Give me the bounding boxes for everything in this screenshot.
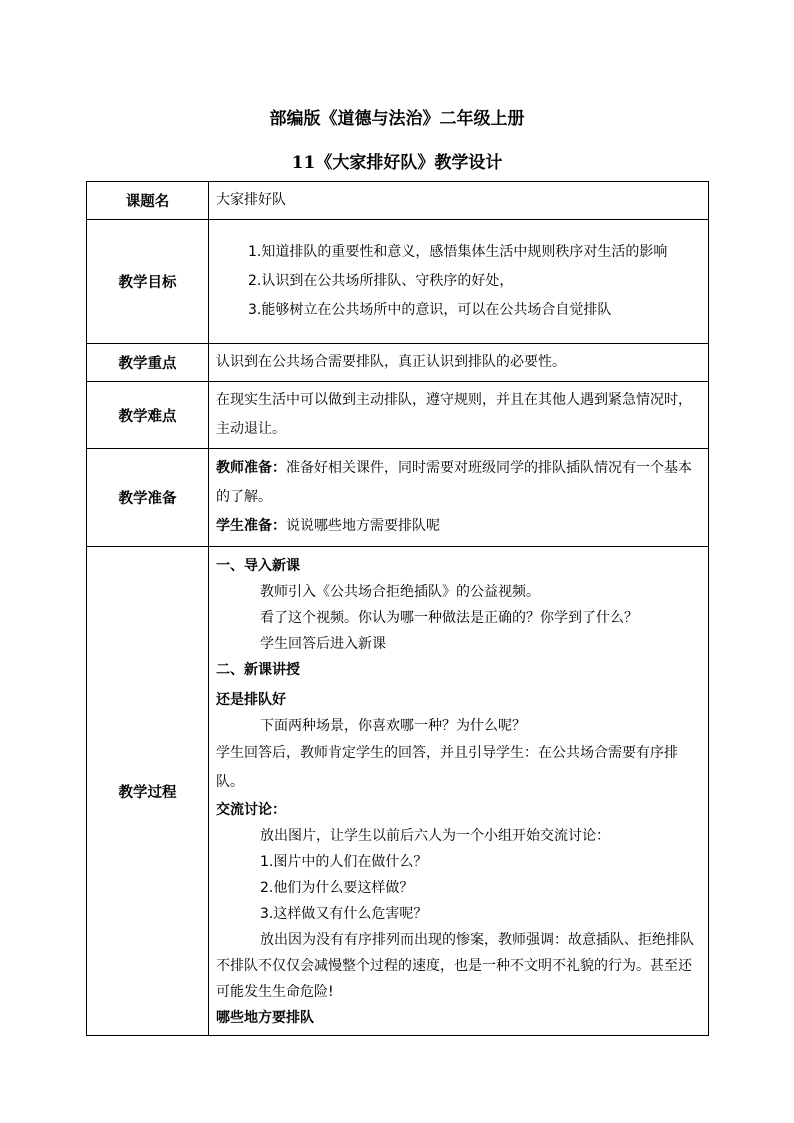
difficulty-label: 教学难点 xyxy=(87,382,209,449)
process-paragraph: 放出因为没有有序排列而出现的惨案，教师强调：故意插队、拒绝排队不排队不仅仅会减慢整个过程的速度，也是一种不文明不礼貌的行为。甚至还可能发生生命危险! xyxy=(216,932,694,1000)
process-line: 学生回答后进入新课 xyxy=(260,636,386,652)
row-process xyxy=(87,547,709,1036)
process-line: 看了这个视频。你认为哪一种做法是正确的？你学到了什么？ xyxy=(260,610,638,626)
teacher-prep-label: 教师准备： xyxy=(216,460,286,476)
lesson-plan-table xyxy=(86,181,709,1036)
key-label: 教学重点 xyxy=(87,344,209,382)
subsection-heading: 交流讨论： xyxy=(216,802,286,818)
discussion-question: 1.图片中的人们在做什么？ xyxy=(260,854,428,870)
goal-item: 1.知道排队的重要性和意义，感悟集体生活中规则秩序对生活的影响 xyxy=(248,244,668,260)
student-prep-label: 学生准备： xyxy=(216,518,286,534)
key-value: 认识到在公共场合需要排队，真正认识到排队的必要性。 xyxy=(209,344,709,382)
goal-item: 2.认识到在公共场所排队、守秩序的好处， xyxy=(248,273,514,289)
row-goals xyxy=(87,220,709,344)
process-line: 教师引入《公共场合拒绝插队》的公益视频。 xyxy=(260,584,540,600)
row-difficulty xyxy=(87,382,709,449)
discussion-question: 3.这样做又有什么危害呢？ xyxy=(260,906,428,922)
topic-value: 大家排好队 xyxy=(209,182,709,220)
process-value xyxy=(209,547,709,1036)
subsection-heading: 还是排队好 xyxy=(216,692,286,708)
difficulty-value: 在现实生活中可以做到主动排队，遵守规则，并且在其他人遇到紧急情况时，主动退让。 xyxy=(209,382,709,449)
process-paragraph: 学生回答后，教师肯定学生的回答，并且引导学生：在公共场合需要有序排队。 xyxy=(216,745,678,790)
prep-value xyxy=(209,449,709,547)
student-prep-text: 说说哪些地方需要排队呢 xyxy=(286,518,440,534)
goals-label: 教学目标 xyxy=(87,220,209,344)
discussion-question: 2.他们为什么要这样做？ xyxy=(260,880,414,896)
row-key xyxy=(87,344,709,382)
goals-value xyxy=(209,220,709,344)
row-prep xyxy=(87,449,709,547)
subsection-heading: 哪些地方要排队 xyxy=(216,1010,314,1026)
process-label: 教学过程 xyxy=(87,547,209,1036)
section-heading: 二、新课讲授 xyxy=(216,662,300,678)
topic-label: 课题名 xyxy=(87,182,209,220)
document-subtitle: 11《大家排好队》教学设计 xyxy=(291,153,503,173)
teacher-prep-text: 准备好相关课件，同时需要对班级同学的排队插队情况有一个基本的了解。 xyxy=(216,460,692,505)
prep-label: 教学准备 xyxy=(87,449,209,547)
row-topic xyxy=(87,182,709,220)
process-line: 下面两种场景，你喜欢哪一种？为什么呢？ xyxy=(260,718,526,734)
section-heading: 一、导入新课 xyxy=(216,558,300,574)
process-line: 放出图片，让学生以前后六人为一个小组开始交流讨论： xyxy=(260,828,610,844)
document-title: 部编版《道德与法治》二年级上册 xyxy=(269,109,525,129)
goal-item: 3.能够树立在公共场所中的意识，可以在公共场合自觉排队 xyxy=(248,302,612,318)
